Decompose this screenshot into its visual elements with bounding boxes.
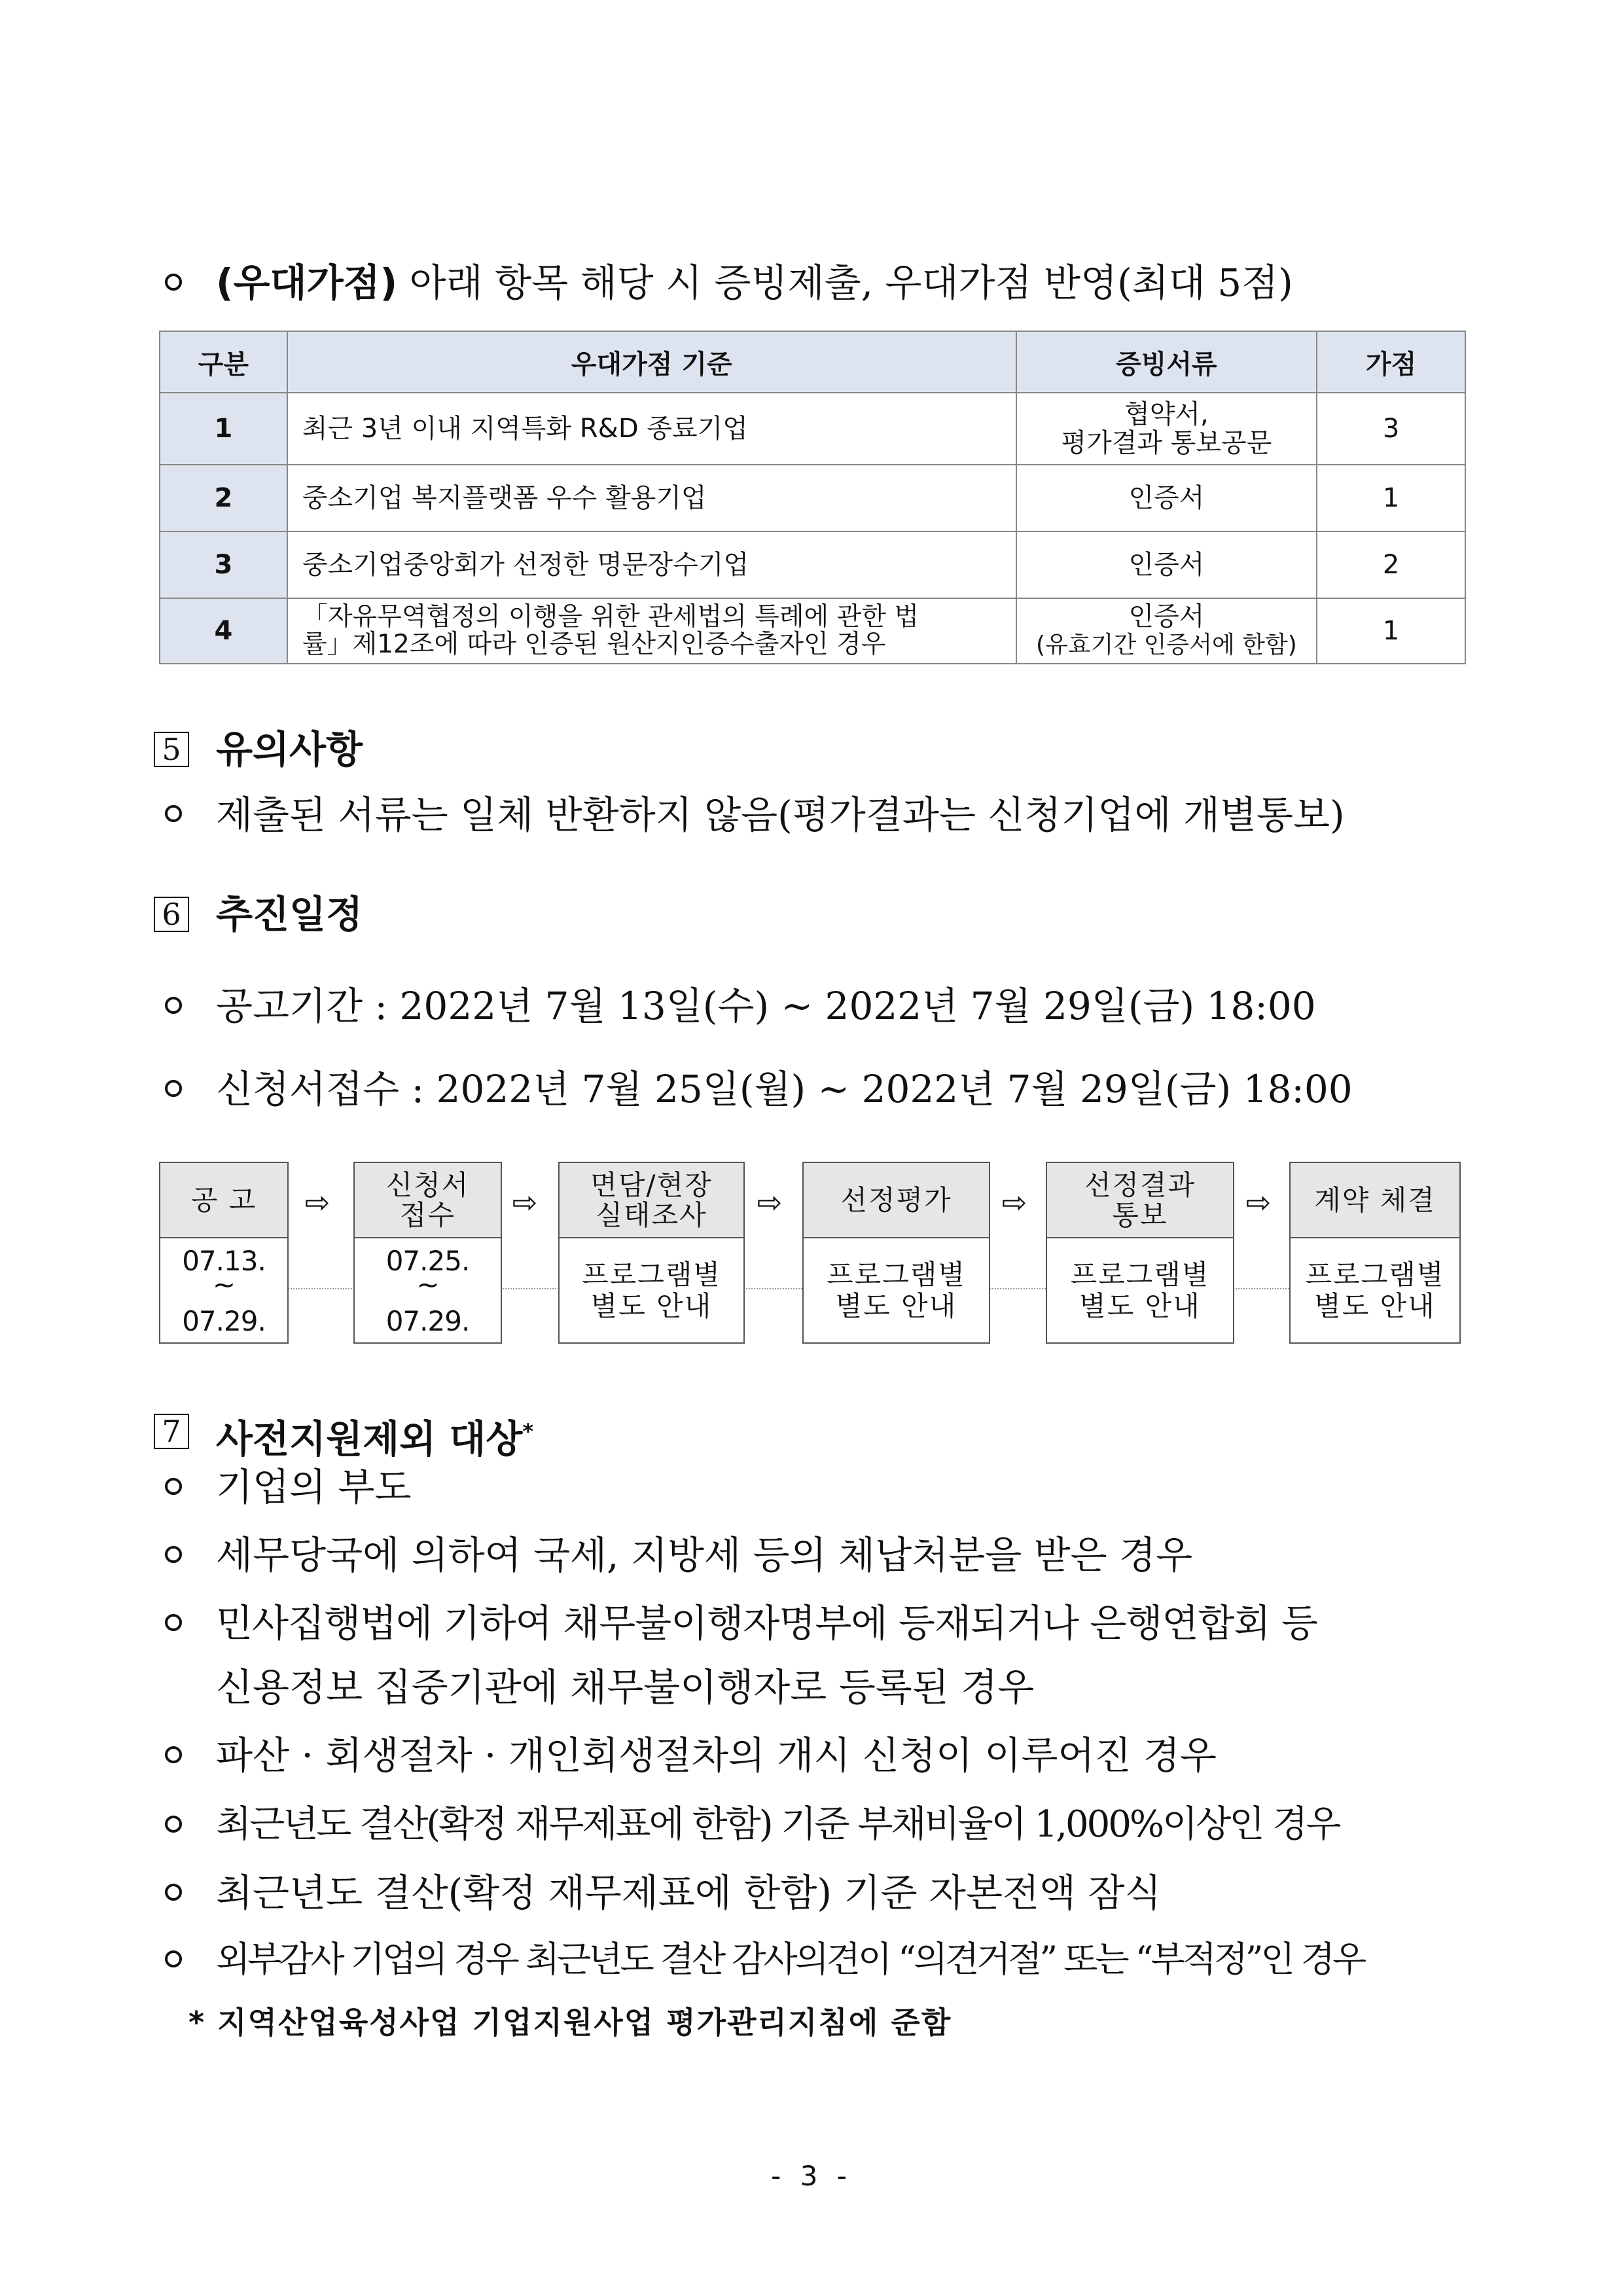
arrow-right-icon: ⇨ bbox=[757, 1185, 783, 1220]
flow-date-tilde: ~ bbox=[416, 1268, 439, 1300]
flow-date-start: 07.25. bbox=[385, 1245, 470, 1277]
arrow-right-icon: ⇨ bbox=[1001, 1185, 1027, 1220]
flow-step-head-line: 통보 bbox=[1112, 1198, 1168, 1231]
flow-step-dates bbox=[160, 1238, 287, 1342]
row-criterion: 최근 3년 이내 지역특화 R&D 종료기업 bbox=[287, 393, 1016, 465]
row-points: 1 bbox=[1317, 465, 1465, 531]
arrow-right-icon: ⇨ bbox=[304, 1185, 330, 1220]
row-document bbox=[1016, 393, 1317, 465]
flow-step-interview bbox=[558, 1162, 745, 1344]
schedule-item: 신청서접수 : 2022년 7월 25일(월) ~ 2022년 7월 29일(금) 18:00 bbox=[216, 1067, 1353, 1111]
flow-step-head: 선정평가 bbox=[804, 1163, 989, 1238]
row-document: 인증서 bbox=[1016, 465, 1317, 531]
bullet-icon bbox=[165, 1478, 182, 1495]
flow-step-body-line: 별도 안내 bbox=[1314, 1289, 1436, 1322]
row-number: 4 bbox=[160, 598, 287, 664]
flow-step-body-line: 별도 안내 bbox=[835, 1289, 957, 1322]
flow-step-body-line: 프로그램별 bbox=[827, 1258, 966, 1291]
section-title: 유의사항 bbox=[216, 727, 363, 772]
footnote: * 지역산업육성사업 기업지원사업 평가관리지침에 준함 bbox=[188, 2005, 952, 2040]
flow-date-tilde: ~ bbox=[212, 1268, 236, 1300]
page-number: - 3 - bbox=[771, 2160, 852, 2192]
flow-step-body bbox=[560, 1238, 743, 1342]
table-row bbox=[160, 531, 1465, 598]
flow-step-body bbox=[1047, 1238, 1233, 1342]
flow-step-dates bbox=[355, 1238, 501, 1342]
flow-step-announcement bbox=[159, 1162, 289, 1344]
row-points: 3 bbox=[1317, 393, 1465, 465]
row-points: 1 bbox=[1317, 598, 1465, 664]
section-title-text: 사전지원제외 대상 bbox=[216, 1416, 523, 1462]
flow-step-head: 계약 체결 bbox=[1291, 1163, 1459, 1238]
flow-step-head-line: 선정결과 bbox=[1084, 1168, 1196, 1201]
bullet-icon bbox=[165, 997, 182, 1014]
section-title bbox=[216, 1408, 533, 1462]
bonus-heading bbox=[216, 257, 1293, 309]
flow-step-head-line: 접수 bbox=[399, 1198, 456, 1231]
row-document-line: 협약서, bbox=[1124, 399, 1209, 429]
section-title-mark: * bbox=[522, 1419, 534, 1444]
flow-step-body bbox=[804, 1238, 989, 1342]
table-row bbox=[160, 393, 1465, 465]
row-number: 3 bbox=[160, 531, 287, 598]
exclusion-item: 세무당국에 의하여 국세, 지방세 등의 체납처분을 받은 경우 bbox=[216, 1533, 1193, 1577]
exclusion-item: 기업의 부도 bbox=[216, 1465, 412, 1509]
flow-step-body-line: 프로그램별 bbox=[1305, 1258, 1445, 1291]
flow-step-head-line: 신청서 bbox=[385, 1168, 470, 1201]
exclusion-item-continued: 신용정보 집중기관에 채무불이행자로 등록된 경우 bbox=[216, 1665, 1035, 1710]
exclusion-item: 최근년도 결산(확정 재무제표에 한함) 기준 자본전액 잠식 bbox=[216, 1871, 1162, 1915]
section-number-box: 6 bbox=[154, 897, 189, 932]
section-number-box: 5 bbox=[154, 732, 189, 767]
flow-step-contract bbox=[1289, 1162, 1461, 1344]
exclusion-item: 외부감사 기업의 경우 최근년도 결산 감사의견이 “의견거절” 또는 “부적정”인 경우 bbox=[216, 1939, 1364, 1980]
table-header: 가점 bbox=[1317, 331, 1465, 393]
bullet-icon bbox=[165, 1080, 182, 1097]
row-criterion: 중소기업 복지플랫폼 우수 활용기업 bbox=[287, 465, 1016, 531]
bullet-icon bbox=[165, 1746, 182, 1763]
row-document: 인증서 bbox=[1016, 531, 1317, 598]
exclusion-item: 민사집행법에 기하여 채무불이행자명부에 등재되거나 은행연합회 등 bbox=[216, 1601, 1317, 1645]
flow-date-end: 07.29. bbox=[385, 1305, 470, 1337]
row-number: 1 bbox=[160, 393, 287, 465]
table-header-row bbox=[160, 331, 1465, 393]
bullet-icon bbox=[165, 1950, 182, 1967]
bullet-icon bbox=[165, 1546, 182, 1563]
bullet-icon bbox=[165, 1816, 182, 1833]
flow-step-body-line: 프로그램별 bbox=[582, 1258, 721, 1291]
arrow-right-icon: ⇨ bbox=[512, 1185, 538, 1220]
flow-step-body-line: 별도 안내 bbox=[590, 1289, 713, 1322]
row-number: 2 bbox=[160, 465, 287, 531]
schedule-item: 공고기간 : 2022년 7월 13일(수) ~ 2022년 7월 29일(금) 18:00 bbox=[216, 984, 1316, 1028]
flow-step-head: 공 고 bbox=[160, 1163, 287, 1238]
row-criterion-line: 「자유무역협정의 이행을 위한 관세법의 특례에 관한 법 bbox=[302, 602, 919, 632]
flow-step-head bbox=[560, 1163, 743, 1238]
exclusion-item: 최근년도 결산(확정 재무제표에 한함) 기준 부채비율이 1,000%이상인 경우 bbox=[216, 1803, 1340, 1846]
section-title: 추진일정 bbox=[216, 892, 363, 937]
section5-item: 제출된 서류는 일체 반환하지 않음(평가결과는 신청기업에 개별통보) bbox=[216, 793, 1345, 837]
flow-date-end: 07.29. bbox=[182, 1305, 266, 1337]
row-criterion: 중소기업중앙회가 선정한 명문장수기업 bbox=[287, 531, 1016, 598]
bullet-icon bbox=[165, 805, 182, 822]
flow-step-head-line: 면담/현장 bbox=[590, 1168, 713, 1201]
row-points: 2 bbox=[1317, 531, 1465, 598]
flow-step-application bbox=[353, 1162, 502, 1344]
table-row bbox=[160, 598, 1465, 664]
table-header: 증빙서류 bbox=[1016, 331, 1317, 393]
row-document-line: (유효기간 인증서에 한함) bbox=[1036, 632, 1297, 658]
bonus-heading-text: 아래 항목 해당 시 증빙제출, 우대가점 반영(최대 5점) bbox=[397, 260, 1293, 305]
flow-step-head bbox=[355, 1163, 501, 1238]
bonus-table bbox=[159, 331, 1466, 664]
flow-step-head-line: 실태조사 bbox=[596, 1198, 707, 1231]
flow-step-evaluation bbox=[802, 1162, 990, 1344]
flow-step-head bbox=[1047, 1163, 1233, 1238]
exclusion-item: 파산 · 회생절차 · 개인회생절차의 개시 신청이 이루어진 경우 bbox=[216, 1733, 1217, 1778]
table-header: 우대가점 기준 bbox=[287, 331, 1016, 393]
flow-step-body-line: 별도 안내 bbox=[1079, 1289, 1201, 1322]
table-header: 구분 bbox=[160, 331, 287, 393]
row-document bbox=[1016, 598, 1317, 664]
flow-step-body bbox=[1291, 1238, 1459, 1342]
row-criterion bbox=[287, 598, 1016, 664]
section-number-box: 7 bbox=[154, 1414, 189, 1449]
row-document-line: 평가결과 통보공문 bbox=[1061, 428, 1272, 458]
row-criterion-line: 률」제12조에 따라 인증된 원산지인증수출자인 경우 bbox=[302, 630, 886, 659]
arrow-right-icon: ⇨ bbox=[1245, 1185, 1272, 1220]
bullet-icon bbox=[165, 1614, 182, 1631]
flow-step-body-line: 프로그램별 bbox=[1070, 1258, 1210, 1291]
flow-step-result bbox=[1046, 1162, 1234, 1344]
bullet-icon bbox=[165, 1884, 182, 1901]
bullet-icon bbox=[165, 274, 182, 291]
row-document-line: 인증서 bbox=[1128, 601, 1205, 632]
table-row bbox=[160, 465, 1465, 531]
bonus-heading-label: (우대가점) bbox=[216, 260, 398, 305]
flow-date-start: 07.13. bbox=[182, 1245, 266, 1277]
